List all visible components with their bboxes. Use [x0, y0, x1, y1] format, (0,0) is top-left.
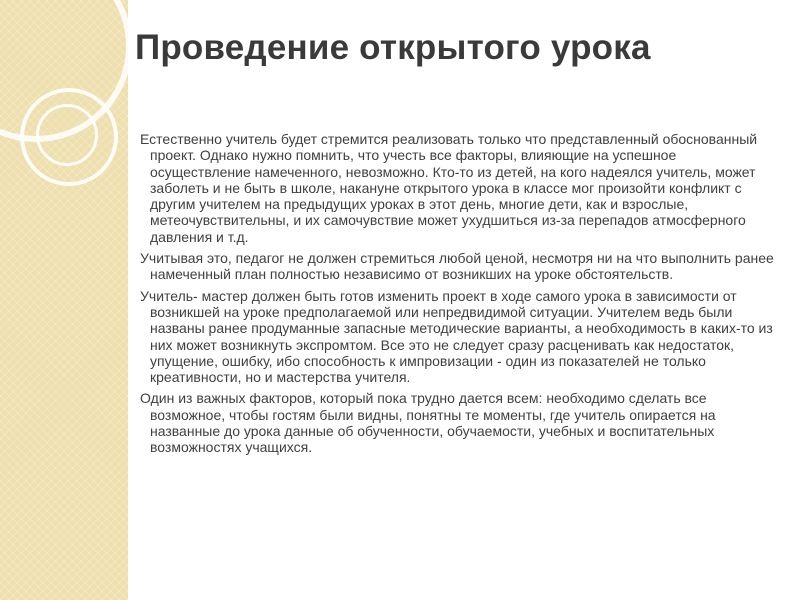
- slide-title: Проведение открытого урока: [135, 28, 651, 67]
- slide-body: [140, 131, 780, 461]
- decorative-circle-small: [36, 104, 98, 166]
- paragraph: Естественно учитель будет стремится реализовать только что представленный обоснованный проект. Однако нужно помнить, что учесть все факторы, влияющие на успешное осуществление намеченного, невозможно. Кто-то из детей, на кого надеялся учитель, может заболеть и не быть в школе, накануне открытого урока в классе мог произойти конфликт с другим учителем на предыдущих уроках в этот день, многие дети, как и взрослые, метеочувствительны, и их самочувствие может ухудшиться из-за перепадов атмосферного давления и т.д.: [140, 131, 758, 245]
- paragraph: Один из важных факторов, который пока трудно дается всем: необходимо сделать все возможное, чтобы гостям были видны, понятны те моменты, где учитель опирается на названные до урока данные об обученности, обучаемости, учебных и воспитательных возможностях учащихся.: [140, 390, 716, 456]
- paragraph: Учитель- мастер должен быть готов изменить проект в ходе самого урока в зависимости от возникшей на уроке предполагаемой или непредвидимой ситуации. Учителем ведь были названы ранее продуманные запасные методические варианты, а необходимость в каких-то из них может возникнуть экспромтом. Все это не следует сразу расценивать как недостаток, упущение, ошибку, ибо способность к импровизации - один из показателей не только креативности, но и мастерства учителя.: [140, 287, 773, 386]
- paragraph: Учитывая это, педагог не должен стремиться любой ценой, несмотря ни на что выполнить ранее намеченный план полностью независимо от возникших на уроке обстоятельств.: [140, 250, 774, 283]
